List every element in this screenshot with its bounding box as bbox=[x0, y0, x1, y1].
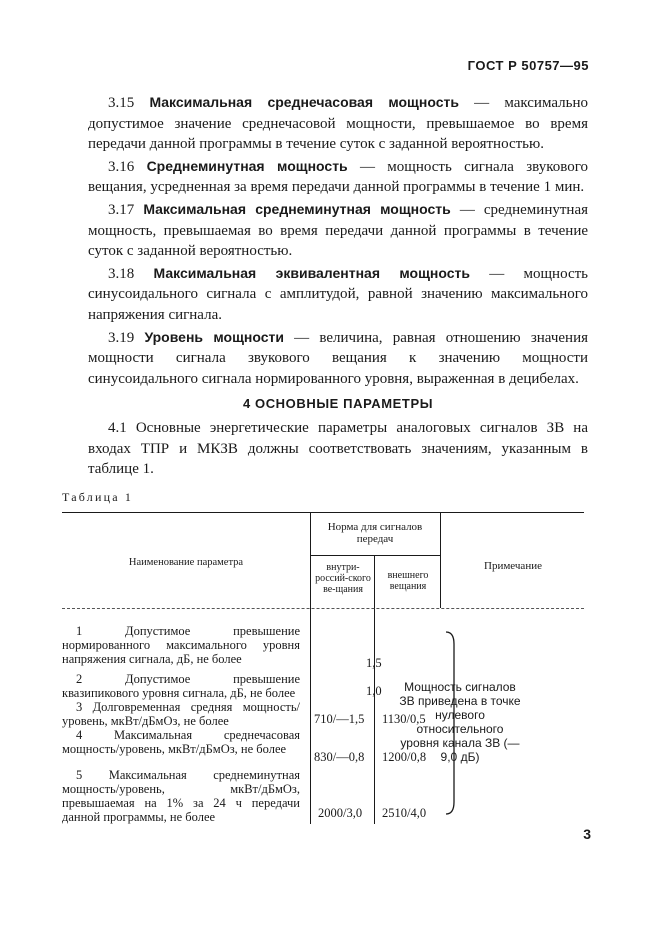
definition-3-16: 3.16 Среднеминутная мощность — мощность сигнала звукового вещания, усредненная за время передачи данной программы в течение 1 мин. bbox=[88, 157, 588, 196]
header-parameter-name: Наименование параметра bbox=[128, 557, 244, 568]
document-header: ГОСТ Р 50757—95 bbox=[467, 58, 589, 73]
section-title: 4 ОСНОВНЫЕ ПАРАМЕТРЫ bbox=[242, 396, 434, 411]
row-4-internal: 830/—0,8 bbox=[314, 750, 365, 764]
note-bracket bbox=[62, 512, 584, 824]
row-3-internal: 710/—1,5 bbox=[314, 712, 365, 726]
header-external: внешнего вещания bbox=[387, 570, 429, 592]
table-caption: Таблица 1 bbox=[62, 490, 134, 504]
definition-term: Максимальная среднеминутная мощность bbox=[143, 200, 451, 217]
header-note: Примечание bbox=[484, 560, 542, 572]
row-5-internal: 2000/3,0 bbox=[318, 806, 363, 820]
page-number: 3 bbox=[583, 826, 591, 842]
definition-term: Среднеминутная мощность bbox=[146, 157, 348, 174]
definition-3-19: 3.19 Уровень мощности — величина, равная отношению значения мощности сигнала звукового вещания к значению мощности синусоидального сигнала нормированного уровня, выраженная в децибелах. bbox=[88, 328, 588, 387]
definition-term: Уровень мощности bbox=[144, 328, 284, 345]
row-4-external: 1200/0,8 bbox=[382, 750, 427, 764]
row-3-external: 1130/0,5 bbox=[382, 712, 426, 726]
definition-term: Максимальная среднечасовая мощность bbox=[149, 94, 459, 110]
table-row-3: 3 Долговременная средняя мощность/уровень, мкВт/дБмОз, не более bbox=[62, 700, 300, 728]
row-2-merged-value: 1,0 bbox=[366, 684, 382, 698]
row-5-external: 2510/4,0 bbox=[382, 806, 427, 820]
table-row-5: 5 Максимальная среднеминутная мощность/уровень, мкВт/дБмОз, превышаемая на 1% за 24 ч передачи данной программы, не более bbox=[62, 768, 300, 824]
header-internal: внутри-россий-ского ве-щания bbox=[315, 562, 371, 595]
table-row-4: 4 Максимальная среднечасовая мощность/уровень, мкВт/дБмОз, не более bbox=[62, 728, 300, 756]
row-1-merged-value: 1,5 bbox=[366, 656, 382, 670]
definition-term: Максимальная эквивалентная мощность bbox=[153, 264, 470, 281]
definition-3-18: 3.18 Максимальная эквивалентная мощность — мощность синусоидального сигнала с амплитудой, равной значению максимального напряжения сигнала. bbox=[88, 264, 589, 323]
definition-3-17: 3.17 Максимальная среднеминутная мощность — среднеминутная мощность, превышаемая во время передачи данной программы в течение суток с заданной вероятностью. bbox=[88, 200, 588, 260]
intro-paragraph: 4.1 Основные энергетические параметры аналоговых сигналов ЗВ на входах ТПР и МКЗВ должны соответствовать значениям, указанным в таблице 1. bbox=[88, 420, 588, 478]
definition-3-15: 3.15 Максимальная среднечасовая мощность — максимально допустимое значение среднечасовой мощности, превышаемое во время передачи данной программы в течение суток с заданной вероятностью. bbox=[88, 94, 588, 153]
parameters-table bbox=[62, 512, 584, 824]
definitions-block bbox=[88, 92, 588, 390]
table-row-2: 2 Допустимое превышение квазипикового уровня сигнала, дБ, не более bbox=[62, 672, 300, 700]
header-norm: Норма для сигналов передач bbox=[327, 521, 423, 545]
table-row-1: 1 Допустимое превышение нормированного максимального уровня напряжения сигнала, дБ, не более bbox=[62, 624, 300, 666]
table-note: Мощность сигналов ЗВ приведена в точке нулевого относительного уровня канала ЗВ (—9,0 дБ) bbox=[399, 680, 521, 764]
